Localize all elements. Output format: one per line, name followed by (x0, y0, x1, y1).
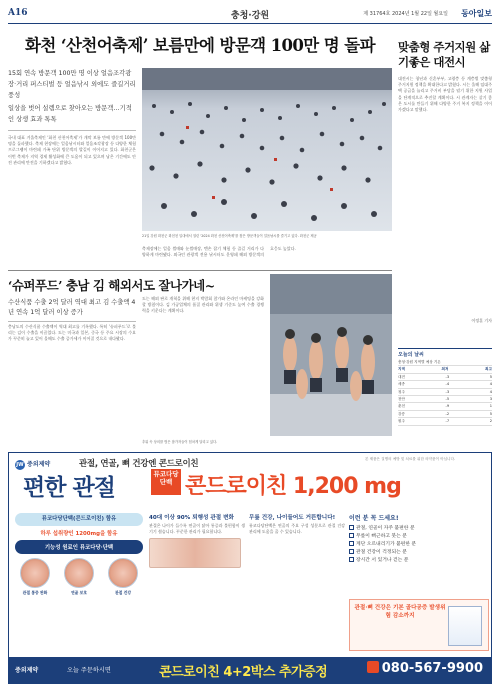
issue-date: 제 31764호 2024년 1월 22일 월요일 (363, 11, 448, 17)
story1-body-continued: 축제장에는 얼음 썰매와 눈썰매장, 맨손 잡기 체험 등 즐길 거리가 다양하게 마련됐다. 외국인 관광객 전용 낚시터도 운영돼 해외 방문객의 호응도 높았다. (142, 246, 296, 258)
weather-subtitle: 충청·강원 지역별 예상 기온 (398, 360, 441, 364)
weather-subtitle-row (398, 359, 492, 366)
story1-lead-column (8, 68, 136, 264)
weather-low: -5 (445, 397, 450, 402)
brand-logo-icon: JW (16, 462, 24, 468)
ad-info2-title: 무릎 건강, 나이들어도 거뜬합니다! (249, 515, 336, 521)
weather-row (398, 403, 492, 410)
ad-checklist-item (349, 549, 489, 557)
page-header (8, 6, 492, 24)
weather-row (398, 396, 492, 403)
ad-checklist-text: 관절 건강이 걱정되는 분 (356, 550, 407, 555)
weather-high: 2 (489, 419, 492, 424)
weather-low: -7 (445, 419, 450, 424)
weather-low: -3 (445, 389, 450, 394)
weather-row (398, 411, 492, 418)
weather-region: 천안 (398, 397, 405, 402)
weather-region: 세종 (398, 382, 405, 387)
knee-joint-icon (20, 558, 50, 588)
ad-benefit-item (103, 558, 143, 595)
checkbox-icon (349, 533, 354, 538)
story1-sublead-2: 일상을 벗어 설렘으로 찾아오는 방문객…기적인 상생 효과 톡톡 (8, 105, 132, 123)
ad-benefits (15, 513, 143, 653)
story1-body: 국내 대표 겨울축제인 ‘화천 산천어축제’가 개막 보름 만에 방문객 100만 명을 돌파했다. 축제 현장에는 얼음낚시터와 얼음조각광장 등 다양한 체험 프로그램이 마련돼 가족 단위 방문객의 발길이 이어지고 있다. 화천군은 이번 축제가 지역 경제 활성화에 큰 도움이 되고 있으며 남은 기간에도 안전 관리에 만전을 기하겠다고 밝혔다. (8, 135, 136, 165)
right-story-headline: 맞춤형 주거지원 삶기좋은 대전시 (398, 40, 490, 69)
story2-body-continued: 도는 해외 판로 개척을 위해 현지 박람회 참가와 온라인 마케팅을 강화할 방침이다. 김 가공업체의 품질 관리와 위생 기준도 높여 수출 경쟁력을 키운다는 계획이다. (142, 296, 264, 314)
weather-high: 3 (489, 397, 492, 402)
weather-region: 원주 (398, 419, 405, 424)
weather-region: 대전 (398, 374, 405, 379)
page-number: A16 (8, 8, 28, 18)
ad-order-promo: 콘드로이친 4+2박스 추가증정 (159, 665, 328, 680)
story1-sublead-1: 15회 연속 방문객 100만 명 이상 얼음조각광장·거리 퍼스티벌 등 얼음낚시 외에도 즐길거리 풍성 (8, 70, 136, 99)
ad-benefit-pill: 뮤코다당단백(콘드로이친) 함유 (15, 513, 143, 526)
weather-region: 강릉 (398, 411, 405, 416)
right-story-body: 대전시는 청년과 신혼부부, 고령층 등 계층별 맞춤형 주거지원 정책을 확대한다고 밝혔다. 시는 올해 임대주택 공급을 늘리고 주거비 부담을 덜기 위한 지원 사업을 단계적으로 추진할 계획이다. 시 관계자는 살기 좋은 도시를 만들기 위해 다양한 주거 복지 정책을 이어가겠다고 말했다. (398, 76, 492, 113)
ad-benefit-banner: 기능성 원료인 뮤코다당·단백 (15, 540, 143, 554)
weather-high: 5 (489, 374, 492, 379)
weather-low: -9 (445, 404, 450, 409)
weather-high: 4 (489, 382, 492, 387)
weather-row (398, 381, 492, 388)
weather-high: 4 (489, 389, 492, 394)
ad-info-title: 40대 이상 90% 퇴행성 관절 변화 (149, 515, 234, 521)
weather-row (398, 418, 492, 425)
weather-region: 청주 (398, 389, 405, 394)
ad-order-brand: 중외제약 (15, 667, 39, 674)
runners-image (270, 274, 392, 436)
ad-benefit-circles (15, 558, 143, 595)
ad-brand-name: 중외제약 (27, 461, 51, 468)
joint-health-icon (108, 558, 138, 588)
runners-photo (270, 274, 392, 436)
weather-header-low: 최저 (441, 367, 449, 372)
story-divider (8, 270, 392, 271)
weather-header-row (398, 366, 492, 373)
right-column-story (398, 40, 492, 324)
runners-photo-caption: 추위 속 상의를 벗은 참가자들이 힘차게 달리고 있다. (142, 440, 218, 444)
weather-header-high: 최고 (485, 367, 492, 372)
story2-headline: ‘슈퍼푸드’ 충남 김 해외서도 잘나가네~ (8, 278, 215, 293)
ad-title-primary: 편한 관절 (23, 474, 115, 501)
ad-checklist-item (349, 533, 489, 541)
weather-region: 춘천 (398, 404, 405, 409)
newspaper-logo: 동아일보 (461, 8, 492, 18)
weather-box (398, 348, 492, 448)
weather-low: -3 (445, 374, 450, 379)
newspaper-page (8, 6, 492, 686)
story1-headline: 화천 ‘산천어축제’ 보름만에 방문객 100만 명 돌파 (25, 36, 375, 55)
ad-checklist-text: 장시간 서 있거나 걷는 분 (356, 558, 409, 563)
weather-row (398, 389, 492, 396)
ad-checklist-title: 이런 분 꼭 드세요! (349, 515, 399, 522)
checkbox-icon (349, 541, 354, 546)
ad-headline-area (9, 453, 491, 507)
phone-icon (367, 661, 379, 673)
story2-sublead: 수산식품 수출 2억 달러 역대 최고 김 수출액 4년 연속 1억 달러 이상 증가 (8, 298, 136, 322)
ad-checklist-text: 관절, 연골이 자주 불편한 분 (356, 526, 415, 531)
section-title: 충청·강원 (230, 11, 270, 21)
festival-photo (142, 68, 392, 231)
ad-checklist-item (349, 541, 489, 549)
checkbox-icon (349, 557, 354, 562)
ad-benefit-item (59, 558, 99, 595)
weather-high: 1 (489, 404, 492, 409)
ad-checklist-list (349, 525, 489, 565)
ad-product-box (349, 599, 489, 651)
ad-title-secondary: 콘드로이친 1,200 mg (185, 474, 401, 499)
ad-benefit-item (15, 558, 55, 595)
cartilage-icon (64, 558, 94, 588)
ad-order-bar (9, 657, 491, 683)
product-package-image (448, 606, 482, 646)
ad-disclaimer: 본 제품은 질병의 예방 및 치료를 위한 의약품이 아닙니다. (365, 457, 456, 461)
knee-illustration (149, 538, 241, 568)
right-story-byline: 이정훈 기자 (471, 318, 492, 323)
ad-order-call: 오늘 주문하시면 (67, 667, 111, 674)
ad-benefit-label: 관절 건강 (115, 590, 131, 595)
ad-info-body: 관절은 나이가 들수록 연골이 닳아 통증과 불편함이 생기기 쉽습니다. 꾸준한 관리가 필요합니다. (149, 523, 245, 535)
ad-checklist-text: 계단 오르내리기가 불편한 분 (356, 542, 417, 547)
festival-photo-caption: 21일 강원 화천군 화천천 일대에서 열린 ‘2024 화천 산천어축제’를 찾은 방문객들이 얼음낚시를 즐기고 있다. 화천군 제공 (142, 234, 317, 238)
ad-info2-body: 뮤코다당단백은 연골의 주요 구성 성분으로 관절 건강 관리에 도움을 줄 수 있습니다. (249, 523, 345, 535)
ad-info-column-2 (249, 513, 345, 653)
checkbox-icon (349, 525, 354, 530)
ad-order-phone (367, 661, 483, 676)
ad-product-slogan: 관절·뼈 건강은 기본 골다공증 발생위험 감소까지 (354, 605, 446, 619)
weather-low: -2 (445, 411, 450, 416)
ad-benefit-label: 관절 통증 완화 (22, 590, 48, 595)
advertisement (8, 452, 492, 684)
festival-crowd-image (142, 68, 392, 231)
weather-high: 5 (489, 411, 492, 416)
weather-row (398, 374, 492, 381)
ad-phone-number: 080-567-9900 (381, 661, 483, 676)
ad-info-column (149, 513, 245, 653)
weather-low: -4 (445, 382, 450, 387)
ad-benefit-highlight: 하루 섭취량인 1200mg을 함유 (40, 531, 118, 537)
ad-checklist-text: 무릎이 뻐근하고 붓는 분 (356, 534, 407, 539)
ad-tagline: 관절, 연골, 뼈 건강엔 콘드로이친 (79, 459, 199, 469)
ad-checklist-item (349, 525, 489, 533)
ad-ingredient-chip: 뮤코다당 단백 (151, 469, 181, 495)
story2-body: 충남도의 수산식품 수출액이 역대 최고를 기록했다. 특히 ‘슈퍼푸드’로 불리는 김이 수출을 이끌었다. 도는 미국과 일본, 중국 등 주요 시장의 수요가 꾸준히 늘고 있어 올해도 수출 증가세가 이어질 것으로 내다봤다. (8, 324, 136, 342)
ad-benefit-label: 연골 보호 (71, 590, 87, 595)
weather-header-region: 지역 (398, 367, 405, 372)
story1-sublead (8, 68, 136, 131)
weather-title: 오늘의 날씨 (398, 352, 424, 358)
ad-checklist-item (349, 557, 489, 565)
checkbox-icon (349, 549, 354, 554)
